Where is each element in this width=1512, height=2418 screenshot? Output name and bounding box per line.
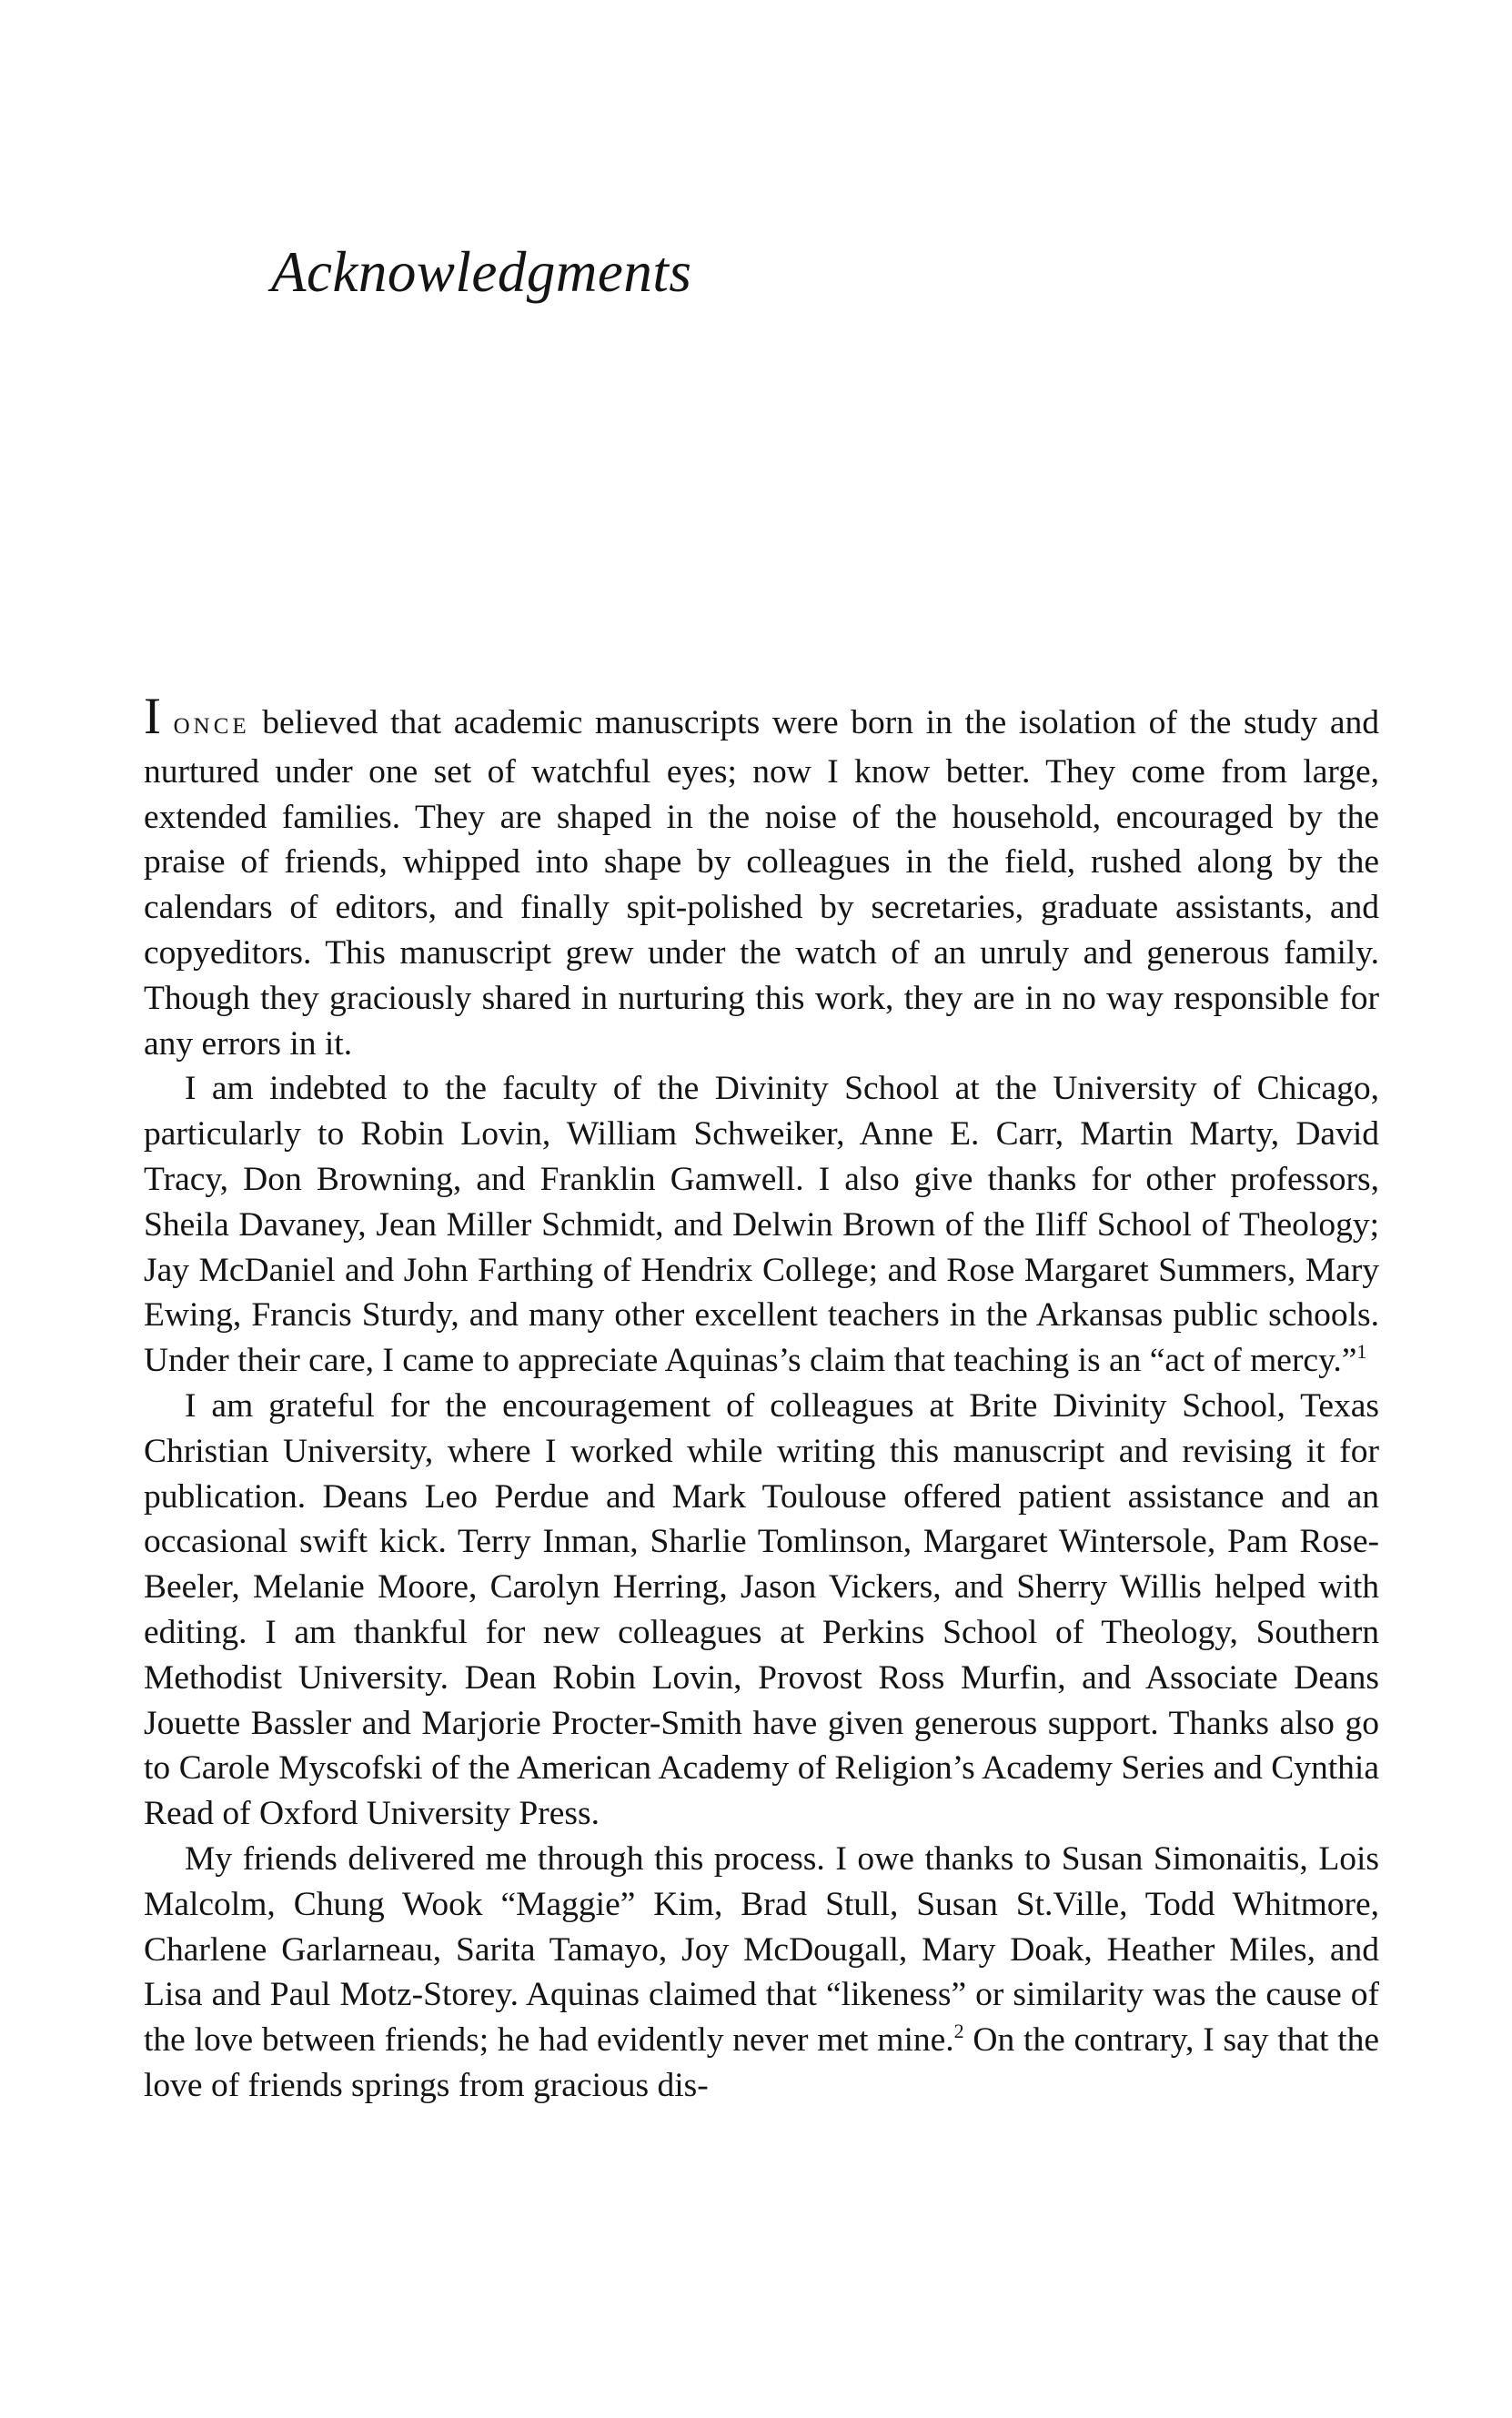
footnote-marker: 1 [1356, 1340, 1367, 1364]
chapter-title: Acknowledgments [271, 240, 692, 304]
footnote-marker: 2 [953, 2020, 964, 2043]
paragraph-faculty [144, 1066, 1379, 1384]
paragraph-colleagues [144, 1384, 1379, 1837]
paragraph-text: believed that academic manuscripts were born in the isolation of the study and nurtured under one set of watchful eyes; now I know better. They come from large, extended families. They are shaped in the noise of the household, encouraged by the praise of friends, whipped into shape by colleagues in the field, rushed along by the calendars of editors, and finally spit-polished by secretaries, graduate assistants, and copyeditors. This manuscript grew under the watch of an unruly and generous family. Though they graciously shared in nurturing this work, they are in no way responsible for any errors in it. [144, 704, 1379, 1063]
paragraph-text: My friends delivered me through this process. I owe thanks to Susan Simonaitis, Lois Malcolm, Chung Wook “Maggie” Kim, Brad Stull, Susan St.Ville, Todd Whitmore, Charlene Garlarneau, Sarita Tamayo, Joy McDougall, Mary Doak, Heather Miles, and Lisa and Paul Motz-Storey. Aquinas claimed that “likeness” or similarity was the cause of the love between friends; he had evidently never met mine. [144, 1839, 1379, 2060]
paragraph-friends [144, 1837, 1379, 2109]
drop-cap: I [144, 688, 161, 745]
paragraph-text: On the contrary, I say that the love of friends springs from gracious dis- [144, 2021, 1379, 2104]
paragraph-opening [144, 688, 1379, 1066]
body-text [144, 688, 1379, 2109]
paragraph-text: I am indebted to the faculty of the Divinity School at the University of Chicago, particularly to Robin Lovin, William Schweiker, Anne E. Carr, Martin Marty, David Tracy, Don Browning, and Franklin Gamwell. I also give thanks for other professors, Sheila Davaney, Jean Miller Schmidt, and Delwin Brown of the Iliff School of Theology; Jay McDaniel and John Farthing of Hendrix College; and Rose Margaret Summers, Mary Ewing, Francis Sturdy, and many other excellent teachers in the Arkansas public schools. Under their care, I came to appreciate Aquinas’s claim that teaching is an “act of mercy.” [144, 1070, 1379, 1380]
small-caps-opening: ONCE [173, 714, 250, 739]
paragraph-text: I am grateful for the encouragement of colleagues at Brite Divinity School, Texas Christian University, where I worked while writing this manuscript and revising it for publication. Deans Leo Perdue and Mark Toulouse offered patient assistance and an occasional swift kick. Terry Inman, Sharlie Tomlinson, Margaret Wintersole, Pam Rose-Beeler, Melanie Moore, Carolyn Herring, Jason Vickers, and Sherry Willis helped with editing. I am thankful for new colleagues at Perkins School of Theology, Southern Methodist University. Dean Robin Lovin, Provost Ross Murfin, and Associate Deans Jouette Bassler and Marjorie Procter-Smith have given generous support. Thanks also go to Carole Myscofski of the American Academy of Religion’s Academy Series and Cynthia Read of Oxford University Press. [144, 1386, 1379, 1833]
